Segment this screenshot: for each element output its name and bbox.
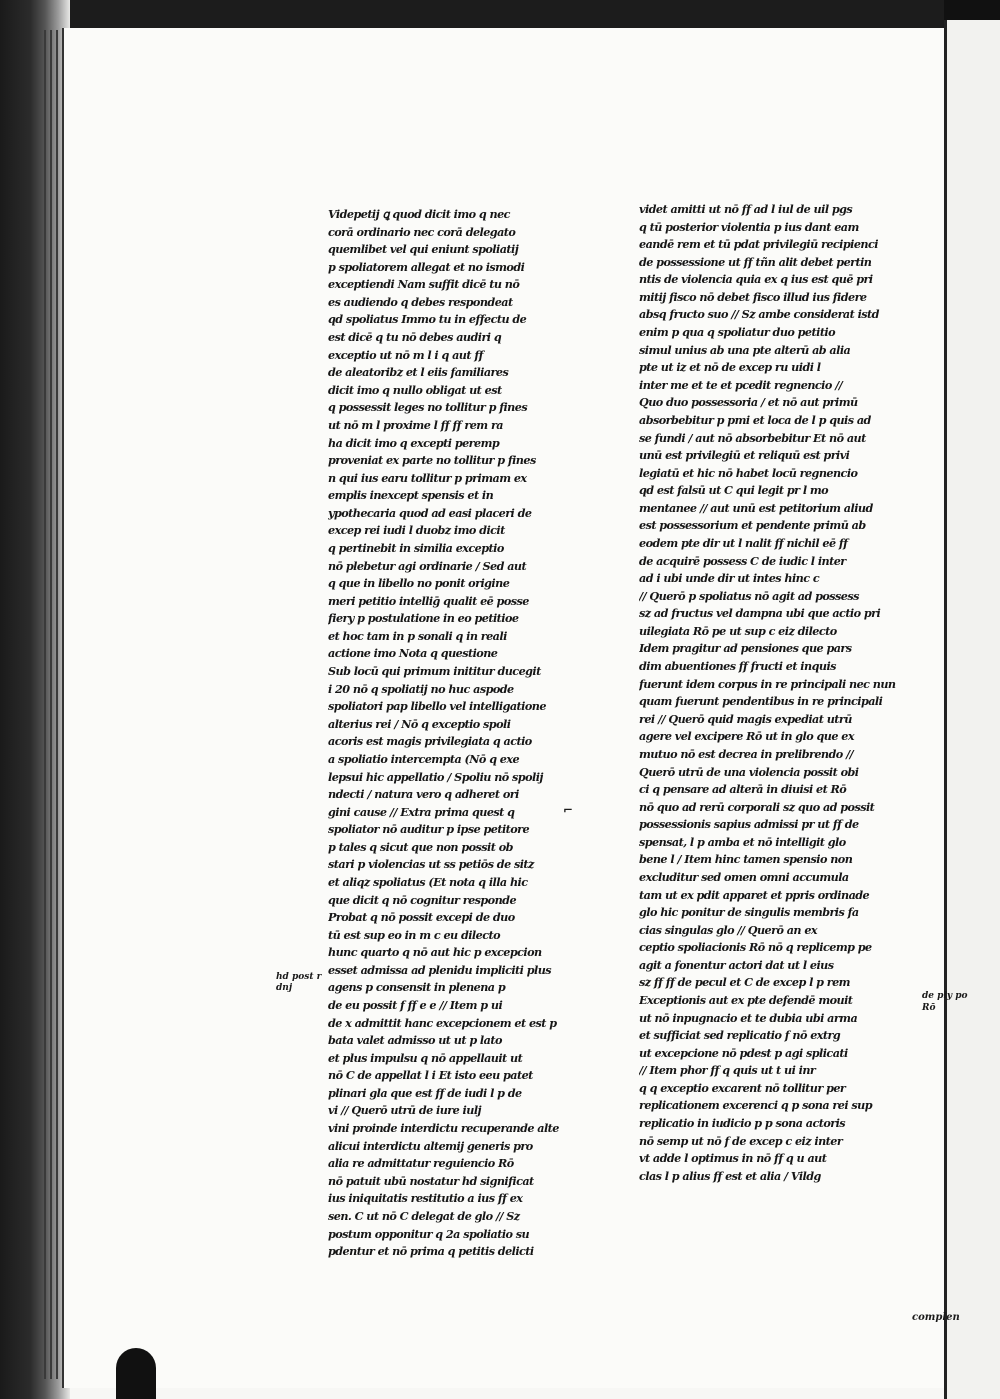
text-line: de acquirē possess C de iudic l inter	[639, 553, 846, 568]
text-line: se fundi / aut nō absorbebitur Et nō aut	[639, 430, 866, 445]
page-edge	[44, 30, 46, 1379]
left-text-column	[328, 206, 576, 1261]
text-line: esset admissa ad plenidu impliciti plus	[328, 962, 552, 977]
text-line: Quo duo possessoria / et nō aut primū	[639, 395, 858, 410]
text-line: q que in libello no ponit origine	[328, 576, 510, 591]
text-line: p spoliatorem allegat et no ismodi	[328, 259, 525, 274]
text-line: es audiendo q debes respondeat	[328, 294, 513, 309]
text-line: tū est sup eo in m c eu dilecto	[328, 927, 500, 942]
text-line: unū est privilegiū et reliquū est privi	[639, 448, 850, 463]
right-margin-note	[922, 990, 968, 1014]
text-line: de x admittit hanc excepcionem et est p	[328, 1015, 557, 1030]
text-line: q possessit leges no tollitur p fines	[328, 400, 528, 415]
text-line: alicui interdictu altemij generis pro	[328, 1138, 533, 1153]
text-line: sz ad fructus vel dampna ubi que actio pri	[639, 606, 881, 621]
text-line: meri petitio intelliḡ qualit eē posse	[328, 593, 529, 608]
text-line: actione imo Nota q questione	[328, 646, 498, 661]
text-line: gini cause // Extra prima quest q	[328, 804, 515, 819]
text-line: dicit imo q nullo obligat ut est	[328, 382, 502, 397]
text-line: ius iniquitatis restitutio a ius ff ex	[328, 1191, 523, 1206]
text-line: exceptiendi Nam suffit dicē tu nō	[328, 277, 520, 292]
text-line: ha dicit imo q excepti peremp	[328, 435, 500, 450]
text-line: enim p qua q spoliatur duo petitio	[639, 325, 836, 340]
text-line: uilegiata Rō pe ut sup c eiz dilecto	[639, 623, 837, 638]
text-line: mentanee // aut unū est petitorium aliud	[639, 500, 873, 515]
text-line: ndecti / natura vero q adheret ori	[328, 787, 519, 802]
text-line: nō patuit ubū nostatur hd significat	[328, 1173, 534, 1188]
text-line: qd est falsū ut C qui legit pr l mo	[639, 483, 829, 498]
text-line: qd spoliatus Immo tu in effectu de	[328, 312, 527, 327]
text-line: fiery p postulatione in eo petitioe	[328, 611, 519, 626]
text-line: nō quo ad rerū corporali sz quo ad possit	[639, 799, 875, 814]
text-line: bene l / Item hinc tamen spensio non	[639, 852, 853, 867]
text-line: agens p consensit in plenena p	[328, 980, 506, 995]
text-line: inter me et te et pcedit regnencio //	[639, 377, 843, 392]
text-line: vt adde l optimus in nō ff q u aut	[639, 1151, 827, 1166]
text-line: tam ut ex pdit apparet et ppris ordinade	[639, 887, 870, 902]
text-line: nō semp ut nō f de excep c eiz inter	[639, 1133, 843, 1148]
text-line: acoris est magis privilegiata q actio	[328, 734, 532, 749]
text-line: q tū posterior violentia p ius dant eam	[639, 219, 859, 234]
catchword: complen	[912, 1312, 960, 1323]
text-line: glo hic ponitur de singulis membris fa	[639, 905, 859, 920]
text-line: Querō utrū de una violencia possit obi	[639, 764, 859, 779]
text-line: et hoc tam in p sonali q in reali	[328, 628, 507, 643]
text-line: eodem pte dir ut l nalit ff nichil eē ff	[639, 535, 848, 550]
text-line: nō C de appellat l i Et isto eeu patet	[328, 1068, 533, 1083]
text-line: i 20 nō q spoliatij no huc aspode	[328, 681, 514, 696]
text-line: excep rei iudi l duobz imo dicit	[328, 523, 505, 538]
text-line: excluditur sed omen omni accumula	[639, 869, 849, 884]
margin-note-line: hd post r	[276, 972, 322, 982]
text-line: quemlibet vel qui eniunt spoliatij	[328, 242, 519, 257]
text-line: vini proinde interdictu recuperande alte	[328, 1121, 559, 1136]
text-line: ut nō m l proxime l ff ff rem ra	[328, 417, 503, 432]
right-text-column	[639, 201, 911, 1185]
text-line: ceptio spoliacionis Rō nō q replicemp pe	[639, 940, 872, 955]
text-line: ad i ubi unde dir ut intes hinc c	[639, 571, 820, 586]
text-line: clas l p alius ff est et alia / Vildg	[639, 1168, 821, 1183]
text-line: ypothecaria quod ad easi placeri de	[328, 505, 532, 520]
text-line: Exceptionis aut ex pte defendē mouit	[639, 993, 853, 1008]
text-line: Videpetij ꝗ quod dicit imo q nec	[328, 207, 510, 221]
text-line: sz ff ff de pecul et C de excep l p rem	[639, 975, 850, 990]
text-line: videt amitti ut nō ff ad l iul de uil pgs	[639, 202, 853, 216]
text-line: cias singulas glo // Querō an ex	[639, 922, 818, 937]
text-line: eandē rem et tū pdat privilegiū recipienci	[639, 237, 878, 252]
text-line: spoliator nō auditur p ipse petitore	[328, 822, 530, 837]
text-line: exceptio ut nō m l i q aut ff	[328, 347, 483, 362]
text-line: q q exceptio excarent nō tollitur per	[639, 1080, 846, 1095]
text-line: dim abuentiones ff fructi et inquis	[639, 659, 836, 674]
margin-note-line: dnj	[276, 983, 293, 993]
text-line: que dicit q nō cognitur responde	[328, 892, 517, 907]
text-line: quam fuerunt pendentibus in re principali	[639, 694, 883, 709]
text-line: de aleatoribz et l eiis familiares	[328, 365, 509, 380]
book-binding	[0, 0, 70, 1399]
text-line: simul unius ab una pte alterū ab alia	[639, 342, 851, 357]
text-line: legiatū et hic nō habet locū regnencio	[639, 465, 858, 480]
text-line: replicatio in iudicio p p sona actoris	[639, 1116, 846, 1131]
text-line: corā ordinario nec corā delegato	[328, 224, 516, 239]
text-line: vi // Querō utrū de iure iulj	[328, 1103, 482, 1118]
text-line: et plus impulsu q nō appellauit ut	[328, 1050, 523, 1065]
text-line: alia re admittatur reguiencio Rō	[328, 1156, 514, 1171]
next-leaf-shadow	[944, 0, 1000, 20]
text-line: ci q pensare ad alterā in diuisi et Rō	[639, 782, 847, 797]
text-line: Probat q nō possit excepi de duo	[328, 910, 515, 925]
text-line: de possessione ut ff tñn alit debet pertin	[639, 254, 872, 269]
text-line: Sub locū qui primum inititur ducegit	[328, 664, 541, 679]
scan-top-shadow	[40, 0, 944, 30]
text-line: q pertinebit in similia exceptio	[328, 540, 504, 555]
text-line: // Querō p spoliatus nō agit ad possess	[639, 588, 859, 603]
page-edge	[56, 30, 58, 1379]
thumb-shadow	[116, 1348, 156, 1399]
text-line: proveniat ex parte no tollitur p fines	[328, 453, 536, 468]
left-margin-note	[276, 972, 321, 994]
text-line: plinari gla que est ff de iudi l p de	[328, 1085, 522, 1100]
text-line: pdentur et nō prima q petitis delicti	[328, 1244, 534, 1259]
text-line: p tales q sicut que non possit ob	[328, 839, 513, 854]
text-line: pte ut iz et nō de excep ru uidi l	[639, 360, 821, 375]
text-line: absq fructo suo // Sz ambe considerat istd	[639, 307, 879, 322]
text-line: est dicē q tu nō debes audiri q	[328, 330, 502, 345]
text-line: mutuo nō est decrea in prelibrendo //	[639, 746, 854, 761]
text-line: ut nō inpugnacio et te dubia ubi arma	[639, 1010, 858, 1025]
text-line: et aliqz spoliatus (Et nota q illa hic	[328, 874, 528, 889]
text-line: lepsui hic appellatio / Spoliu nō spolij	[328, 769, 543, 784]
text-line: agere vel excipere Rō ut in glo que ex	[639, 729, 854, 744]
text-line: mitij fisco nō debet fisco illud ius fidere	[639, 289, 867, 304]
next-leaf	[944, 20, 1000, 1399]
text-line: est possessorium et pendente primū ab	[639, 518, 866, 533]
text-line: hunc quarto q nō aut hic p excepcion	[328, 945, 542, 960]
text-line: Idem pragitur ad pensiones que pars	[639, 641, 852, 656]
text-line: emplis inexcept spensis et in	[328, 488, 494, 503]
text-line: replicationem excerenci q p sona rei sup	[639, 1098, 872, 1113]
text-line: stari p violencias ut ss petiōs de sitz	[328, 857, 534, 872]
text-line: spoliatori pap libello vel intelligatione	[328, 699, 546, 714]
text-line: alterius rei / Nō q exceptio spoli	[328, 716, 511, 731]
text-line: nō plebetur agi ordinarie / Sed aut	[328, 558, 527, 573]
margin-mark: ⌐	[563, 803, 574, 817]
text-line: possessionis sapius admissi pr ut ff de	[639, 817, 859, 832]
text-line: ntis de violencia quia ex q ius est quē pri	[639, 272, 873, 287]
text-line: ut excepcione nō pdest p agi splicati	[639, 1045, 848, 1060]
margin-note-line: de ply po	[922, 991, 968, 1001]
text-line: et sufficiat sed replicatio f nō extrg	[639, 1028, 841, 1043]
text-line: sen. C ut nō C delegat de glo // Sz	[328, 1208, 520, 1223]
text-line: agit a fonentur actori dat ut l eius	[639, 957, 834, 972]
text-line: postum opponitur q 2a spoliatio su	[328, 1226, 530, 1241]
text-line: fuerunt idem corpus in re principali nec nun	[639, 676, 896, 691]
text-line: spensat, l p amba et nō intelligit glo	[639, 834, 846, 849]
text-line: n qui ius earu tollitur p primam ex	[328, 470, 527, 485]
text-line: a spoliatio intercempta (Nō q exe	[328, 751, 520, 766]
text-line: absorbebitur p pmi et loca de l p quis ad	[639, 412, 871, 427]
margin-note-line: Rō	[922, 1003, 936, 1013]
text-line: // Item phor ff q quis ut t ui inr	[639, 1063, 816, 1078]
text-line: de eu possit f ff e e // Item p ui	[328, 998, 503, 1013]
page-edge	[50, 30, 52, 1379]
text-line: rei // Querō quid magis expediat utrū	[639, 711, 852, 726]
text-line: bata valet admisso ut ut p lato	[328, 1033, 502, 1048]
